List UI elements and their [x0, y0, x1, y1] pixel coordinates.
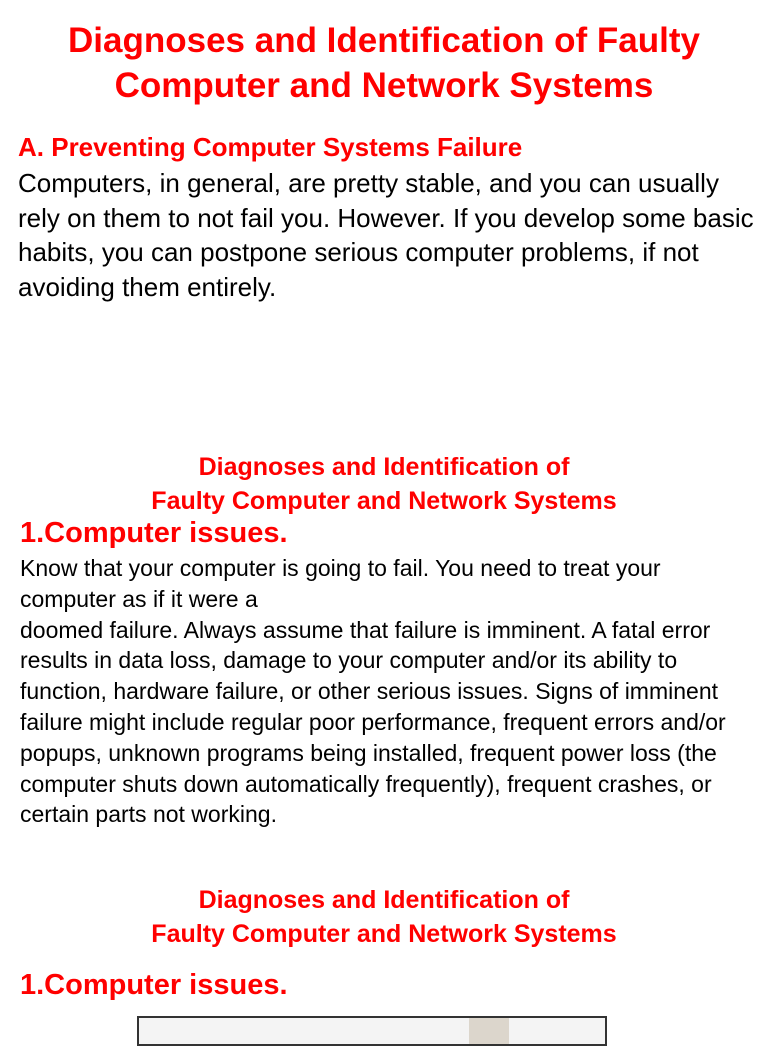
slide1-title-line2: Computer and Network Systems — [114, 66, 654, 105]
slide1-section-heading: A. Preventing Computer Systems Failure — [18, 132, 523, 162]
slide1-title-line1: Diagnoses and Identification of Faulty — [68, 21, 700, 60]
slide2-title-line1: Diagnoses and Identification of — [198, 453, 570, 481]
slide2-body-line1: Know that your computer is going to fail. You need to treat your computer as if it were a — [20, 555, 661, 612]
slide3-image-detail — [469, 1018, 509, 1044]
slide1-body-text: Computers, in general, are pretty stable, and you can usually rely on them to not fail you. However. If you develop some basic habits, you can postpone serious computer problems, if not avoiding them entirely. — [18, 168, 754, 302]
slide3-title-line1: Diagnoses and Identification of — [198, 886, 570, 914]
slide1-title — [0, 18, 768, 108]
slide2-body-line2: doomed failure. Always assume that failure is imminent. A fatal error results in data loss, damage to your computer and/or its ability to function, hardware failure, or other serious issues. Signs of imminent failure might include regular poor performance, frequent errors and/or popups, unknown programs being installed, frequent power loss (the computer shuts down automatically frequently), frequent crashes, or certain parts not working. — [20, 616, 726, 828]
slide3-title — [0, 883, 768, 951]
slide3-image — [137, 1016, 607, 1046]
slide2-section-heading: 1.Computer issues. — [20, 517, 288, 549]
slide2-body-text — [20, 553, 760, 830]
slide3-title-line2: Faulty Computer and Network Systems — [151, 920, 617, 948]
slide2-title — [0, 450, 768, 518]
slide3-section-heading: 1.Computer issues. — [20, 969, 288, 1001]
slide2-title-line2: Faulty Computer and Network Systems — [151, 487, 617, 515]
